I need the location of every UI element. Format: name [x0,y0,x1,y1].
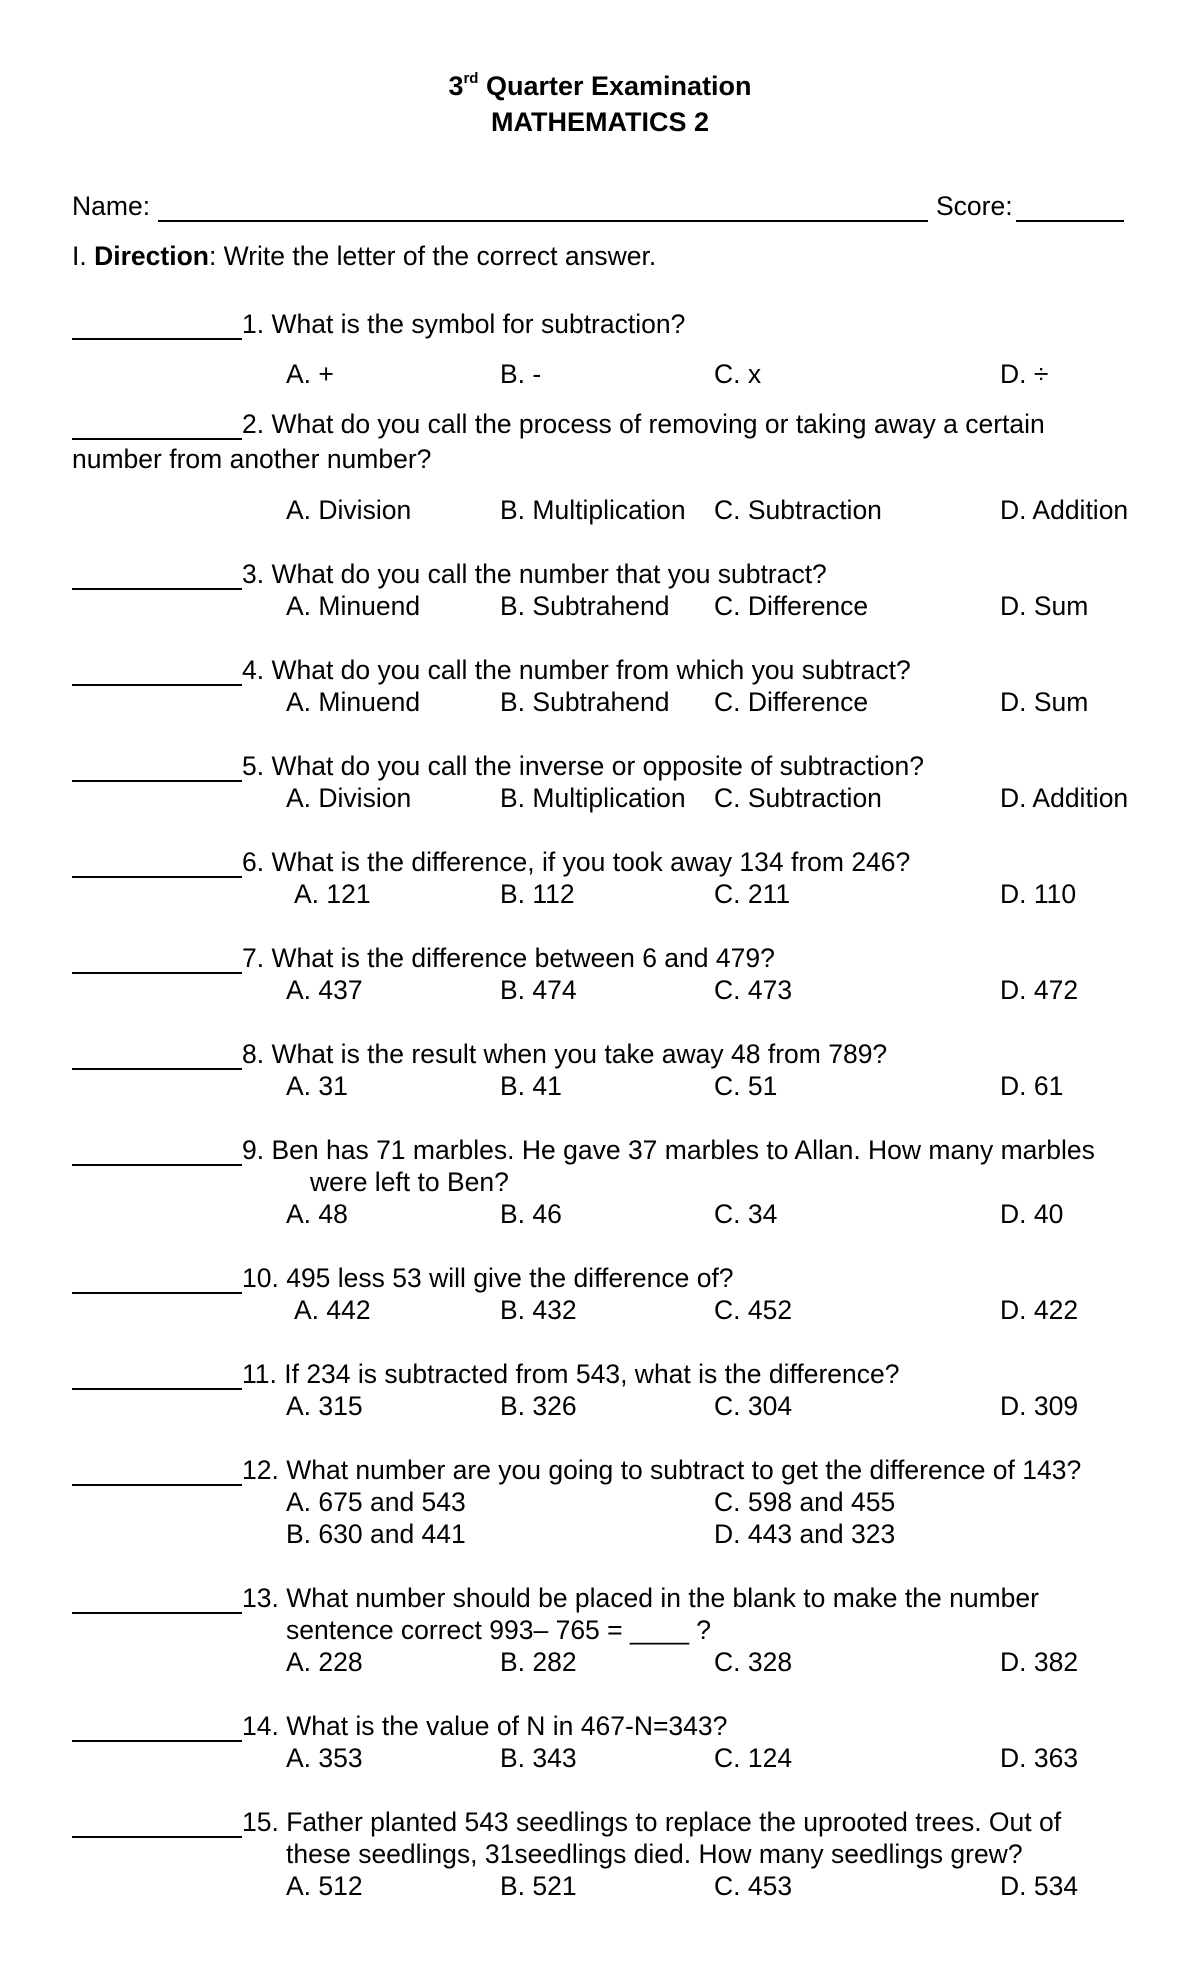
choice-b: B. 630 and 441 [286,1519,466,1549]
choice-a: A. Minuend [286,591,421,621]
choice-b: B. 343 [500,1743,577,1773]
answer-blank[interactable] [72,1836,242,1838]
choice-c: C. 124 [714,1743,793,1773]
choice-c: C. 598 and 455 [714,1487,896,1517]
choice-a: A. 437 [286,975,363,1005]
choice-d: D. 472 [1000,975,1079,1005]
answer-blank[interactable] [72,438,242,440]
choice-a: A. 121 [294,879,371,909]
choice-c: C. Subtraction [714,495,882,525]
choice-d: D. Addition [1000,495,1129,525]
choice-c: C. 34 [714,1199,778,1229]
choice-b: B. 326 [500,1391,577,1421]
choice-a: A. Division [286,495,412,525]
choice-a: A. 675 and 543 [286,1487,466,1517]
choice-a: A. 228 [286,1647,363,1677]
choice-b: B. 112 [500,879,575,909]
choice-b: B. 521 [500,1871,577,1901]
choice-c: C. x [714,359,762,389]
question-text: 11. If 234 is subtracted from 543, what is the difference? [242,1359,900,1389]
score-field[interactable] [1016,220,1124,222]
question-text: 6. What is the difference, if you took away 134 from 246? [242,847,911,877]
choice-a: A. 31 [286,1071,348,1101]
answer-blank[interactable] [72,972,242,974]
choice-c: C. 51 [714,1071,778,1101]
question-text: 15. Father planted 543 seedlings to replace the uprooted trees. Out of [242,1807,1062,1837]
name-label: Name: [72,191,151,221]
answer-blank[interactable] [72,1388,242,1390]
choice-d: D. 382 [1000,1647,1079,1677]
choice-c: C. 304 [714,1391,793,1421]
choice-c: C. 328 [714,1647,793,1677]
choice-a: A. 315 [286,1391,363,1421]
choice-d: D. 309 [1000,1391,1079,1421]
choice-d: D. 61 [1000,1071,1064,1101]
question-text-cont: number from another number? [72,444,432,474]
choice-d: D. Sum [1000,591,1089,621]
choice-b: B. Multiplication [500,495,686,525]
choice-d: D. 534 [1000,1871,1079,1901]
answer-blank[interactable] [72,1068,242,1070]
answer-blank[interactable] [72,588,242,590]
choice-b: B. 432 [500,1295,577,1325]
question-text: 3. What do you call the number that you subtract? [242,559,827,589]
choice-a: A. 353 [286,1743,363,1773]
choice-d: D. 110 [1000,879,1077,909]
score-label: Score: [936,191,1013,221]
question-text: 1. What is the symbol for subtraction? [242,309,686,339]
choice-a: A. Minuend [286,687,421,717]
answer-blank[interactable] [72,1164,242,1166]
answer-blank[interactable] [72,1612,242,1614]
question-text: 4. What do you call the number from which you subtract? [242,655,911,685]
name-field[interactable] [158,220,928,222]
choice-b: B. 282 [500,1647,577,1677]
question-text: 9. Ben has 71 marbles. He gave 37 marbles to Allan. How many marbles [242,1135,1095,1165]
question-text: 10. 495 less 53 will give the difference of? [242,1263,734,1293]
choice-b: B. 46 [500,1199,562,1229]
answer-blank[interactable] [72,1292,242,1294]
choice-c: C. 452 [714,1295,793,1325]
choice-d: D. 443 and 323 [714,1519,896,1549]
choice-a: A. 442 [294,1295,371,1325]
question-text: 13. What number should be placed in the blank to make the number [242,1583,1039,1613]
choice-c: C. 453 [714,1871,793,1901]
direction: I. Direction: Write the letter of the correct answer. [72,241,657,271]
question-text: 8. What is the result when you take away 48 from 789? [242,1039,888,1069]
answer-blank[interactable] [72,1740,242,1742]
choice-b: B. 474 [500,975,577,1005]
choice-b: B. Subtrahend [500,687,670,717]
question-text: 5. What do you call the inverse or opposite of subtraction? [242,751,925,781]
answer-blank[interactable] [72,338,242,340]
choice-d: D. 363 [1000,1743,1079,1773]
choice-c: C. Difference [714,591,869,621]
choice-c: C. Difference [714,687,869,717]
question-text: 14. What is the value of N in 467-N=343? [242,1711,728,1741]
choice-d: D. Addition [1000,783,1129,813]
question-text-cont: these seedlings, 31seedlings died. How many seedlings grew? [286,1839,1023,1869]
choice-c: C. 473 [714,975,793,1005]
choice-a: A. Division [286,783,412,813]
answer-blank[interactable] [72,1484,242,1486]
answer-blank[interactable] [72,780,242,782]
answer-blank[interactable] [72,684,242,686]
question-text: 12. What number are you going to subtract to get the difference of 143? [242,1455,1082,1485]
choice-b: B. Subtrahend [500,591,670,621]
answer-blank[interactable] [72,876,242,878]
choice-d: D. Sum [1000,687,1089,717]
choice-d: D. 40 [1000,1199,1064,1229]
choice-b: B. Multiplication [500,783,686,813]
question-text-cont: sentence correct 993– 765 = ____ ? [286,1615,712,1645]
choice-c: C. Subtraction [714,783,882,813]
choice-a: A. 512 [286,1871,363,1901]
choice-a: A. + [286,359,334,389]
choice-a: A. 48 [286,1199,348,1229]
question-text: 2. What do you call the process of removing or taking away a certain [242,409,1045,439]
question-text: 7. What is the difference between 6 and 479? [242,943,775,973]
choice-c: C. 211 [714,879,791,909]
exam-title: 3rd Quarter Examination [448,70,752,101]
exam-subject: MATHEMATICS 2 [491,107,709,137]
question-text-cont: were left to Ben? [310,1167,509,1197]
choice-d: D. ÷ [1000,359,1049,389]
choice-d: D. 422 [1000,1295,1079,1325]
choice-b: B. - [500,359,542,389]
choice-b: B. 41 [500,1071,562,1101]
